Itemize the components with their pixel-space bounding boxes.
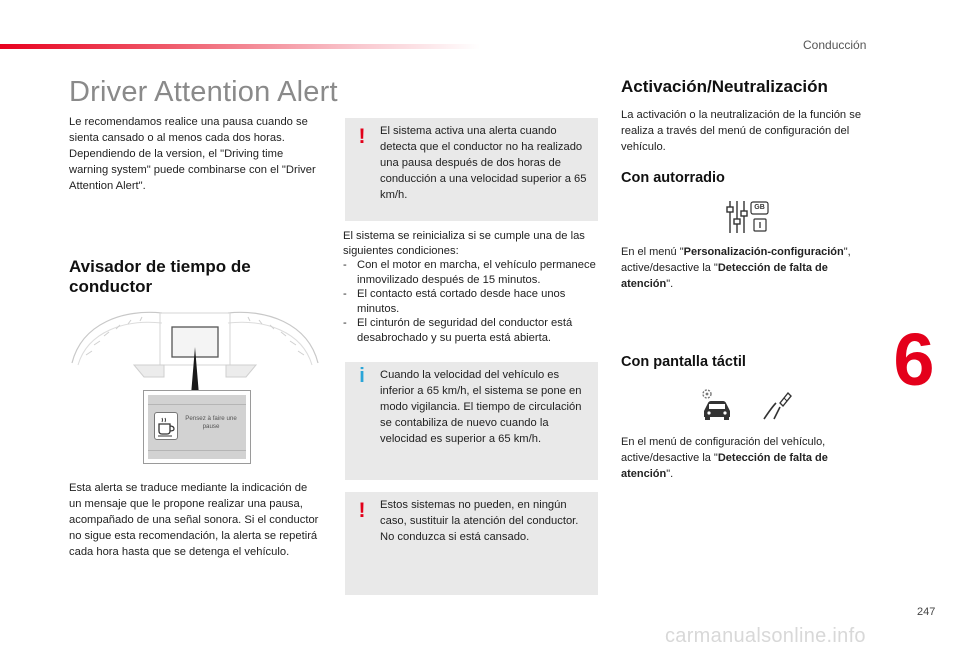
settings-sliders-icon	[726, 199, 772, 235]
activation-text: La activación o la neutralización de la función se realiza a través del menú de configuración del vehículo.	[621, 109, 862, 153]
watermark: carmanualsonline.info	[665, 625, 866, 647]
warning-box-attention	[345, 492, 598, 595]
reset-conditions	[343, 229, 599, 345]
instrument-cluster-illustration	[64, 303, 326, 473]
info-box-text: Cuando la velocidad del vehículo es inferior a 65 km/h, el sistema se pone en modo vigilancia. El tiempo de circulación se contabiliza de nuevo cuando la velocidad es superior a 65 km/h.	[380, 369, 582, 445]
header-accent-bar	[0, 44, 480, 49]
list-item: - Con el motor en marcha, el vehículo permanece inmovilizado después de 15 minutos.	[343, 259, 596, 286]
tactil-heading: Con pantalla táctil	[621, 354, 746, 370]
display-message: Pensez à faire une pause	[185, 415, 237, 430]
info-icon: i	[359, 365, 365, 387]
gb-label: GB	[754, 204, 765, 211]
tactil-text: En el menú de configuración del vehículo, active/desactive la "Detección de falta de atención".	[621, 436, 828, 480]
warning-box-text: El sistema activa una alerta cuando detecta que el conductor no ha realizado una pausa después de dos horas de conducción a una velocidad superior a 65 km/h.	[380, 125, 587, 201]
driver-assist-road-icon	[762, 389, 794, 421]
avisador-heading: Avisador de tiempo de conductor	[69, 257, 251, 296]
page-title: Driver Attention Alert	[69, 76, 338, 108]
display-zoom-frame	[143, 390, 251, 464]
intro-paragraph: Le recomendamos realice una pausa cuando se sienta cansado o al menos cada dos horas. Dependiendo de la version, el "Driving time warning system" puede combinarse con el "Driver Attention Alert".	[69, 116, 316, 192]
display-screen	[148, 395, 246, 459]
list-item: - El cinturón de seguridad del conductor está desabrochado y su puerta está abierta.	[343, 317, 573, 344]
warning-box-text: Estos sistemas no pueden, en ningún caso, sustituir la atención del conductor. No conduzca si está cansado.	[380, 499, 579, 543]
coffee-cup-icon	[154, 412, 178, 440]
section-title: Conducción	[803, 38, 867, 52]
warning-exclamation-icon: !	[358, 499, 366, 522]
warning-exclamation-icon: !	[358, 125, 366, 148]
chapter-number: 6	[893, 318, 935, 401]
activation-heading: Activación/Neutralización	[621, 77, 828, 96]
page-number: 247	[917, 606, 936, 618]
car-settings-icon	[700, 387, 734, 421]
autorradio-text: En el menú "Personalización-configuración", active/desactive la "Detección de falta de atención".	[621, 246, 851, 290]
reset-intro: El sistema se reinicializa si se cumple una de las siguientes condiciones:	[343, 230, 585, 257]
info-box	[345, 362, 598, 480]
avisador-description: Esta alerta se traduce mediante la indicación de un mensaje que le propone realizar una pausa, acompañado de una señal sonora. Si el conductor no sigue esta recomendación, la alerta se repetirá cada hora hasta que se detenga el vehículo.	[69, 482, 319, 558]
autorradio-heading: Con autorradio	[621, 170, 725, 186]
list-item: - El contacto está cortado desde hace unos minutos.	[343, 288, 566, 315]
warning-box-alert	[345, 118, 598, 221]
